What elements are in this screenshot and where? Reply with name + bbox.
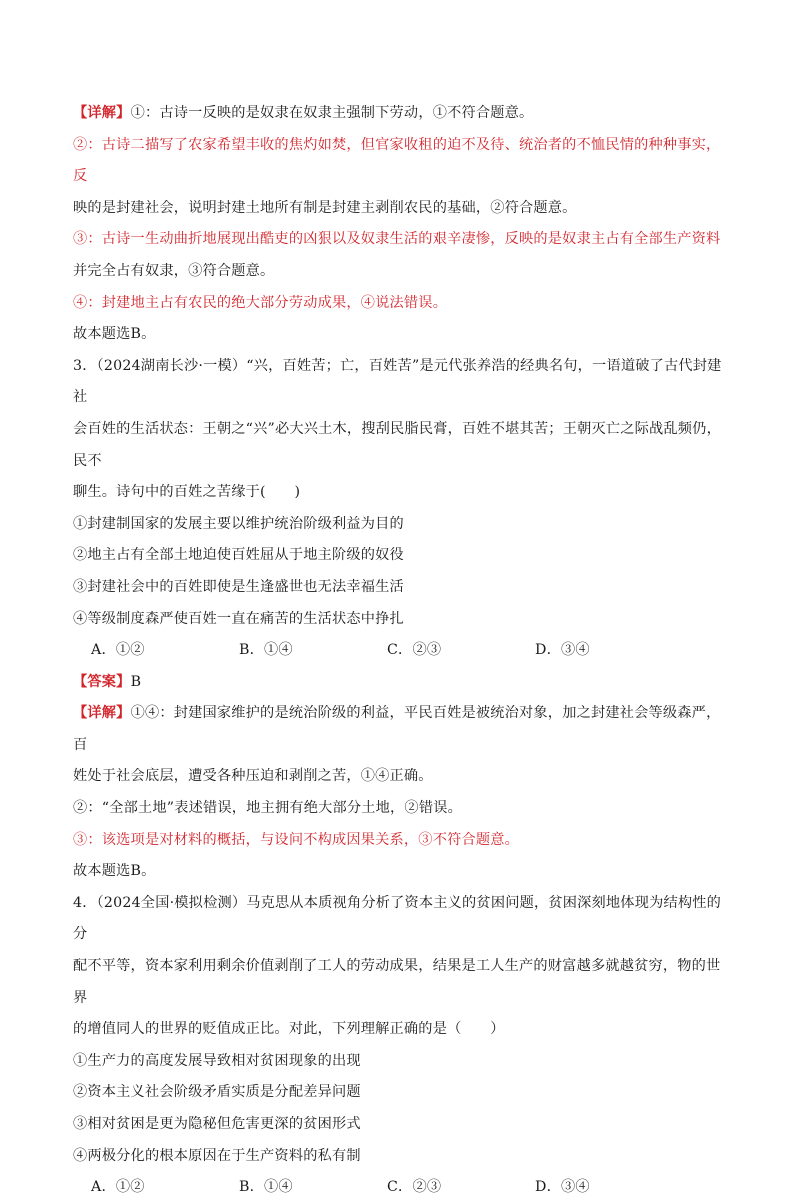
q3-statement-4: ④等级制度森严使百姓一直在痛苦的生活状态中挣扎	[73, 610, 404, 627]
q2-detail-label: 【详解】	[73, 105, 131, 121]
q4-statement-1: ①生产力的高度发展导致相对贫困现象的出现	[73, 1052, 361, 1069]
q4-statement-3: ③相对贫困是更为隐秘但危害更深的贫困形式	[73, 1116, 361, 1132]
q3-statement-3: ③封建社会中的百姓即使是生逢盛世也无法幸福生活	[73, 578, 404, 595]
q3-option-b: B．①④	[239, 642, 293, 659]
q3-answer-value: B	[130, 673, 142, 690]
q3-statement-2: ②地主占有全部土地迫使百姓屈从于地主阶级的奴役	[73, 547, 404, 564]
q3-option-d: D．③④	[535, 642, 590, 659]
q3-detail-text-1: ①④：封建国家维护的是统治阶级的利益，平民百姓是被统治对象，加之封建社会等级森严，百	[73, 705, 721, 753]
q3-detail-line-4: ③：该选项是对材料的概括，与设问不构成因果关系，③不符合题意。	[73, 831, 520, 848]
q4-statement-2: ②资本主义社会阶级矛盾实质是分配差异问题	[73, 1084, 361, 1101]
q3-option-a: A．①②	[91, 642, 145, 659]
q2-detail-line-4: ③：古诗一生动曲折地展现出酷吏的凶狠以及奴隶生活的艰辛凄惨，反映的是奴隶主占有全部生产资料	[73, 231, 721, 248]
q2-detail-text-1: ①：古诗一反映的是奴隶在奴隶主强制下劳动，①不符合题意。	[130, 105, 534, 121]
q3-detail-line-1	[73, 698, 723, 761]
q3-detail-label: 【详解】	[73, 705, 131, 722]
q2-detail-line-3: 映的是封建社会，说明封建土地所有制是封建主剥削农民的基础，②符合题意。	[73, 199, 577, 216]
q2-conclusion: 故本题选B。	[73, 326, 156, 343]
q3-option-c: C．②③	[387, 642, 442, 659]
q4-option-b: B．①④	[239, 1179, 293, 1196]
q3-detail-line-2: 姓处于社会底层，遭受各种压迫和剥削之苦，①④正确。	[73, 768, 433, 785]
q2-detail-line-2: ②：古诗二描写了农家希望丰收的焦灼如焚，但官家收租的迫不及待、统治者的不恤民情的种种事实，反	[73, 136, 721, 185]
q4-stem-line-2: 配不平等，资本家利用剩余价值剥削了工人的劳动成果，结果是工人生产的财富越多就越贫穷，物的世界	[73, 958, 721, 1006]
q3-detail-line-3: ②：“全部土地”表述错误，地主拥有绝大部分土地，②错误。	[73, 800, 462, 817]
q2-detail-line-6: ④：封建地主占有农民的绝大部分劳动成果，④说法错误。	[73, 294, 448, 311]
q4-stem-line-1: 4．（2024全国·模拟检测）马克思从本质视角分析了资本主义的贫困问题，贫困深刻地体现为结构性的分	[73, 894, 722, 943]
q3-answer-label: 【答案】	[73, 673, 131, 690]
q3-stem-line-2: 会百姓的生活状态：王朝之“兴”必大兴土木，搜刮民脂民膏，百姓不堪其苦；王朝灭亡之际战乱频仍，民不	[73, 420, 721, 469]
document-body	[73, 98, 723, 1204]
q4-option-c: C．②③	[387, 1179, 442, 1196]
q2-detail-line-5: 并完全占有奴隶，③符合题意。	[73, 262, 275, 279]
q3-stem-line-3: 聊生。诗句中的百姓之苦缘于( )	[73, 484, 301, 501]
q4-option-a: A．①②	[91, 1179, 145, 1196]
q4-statement-4: ④两极分化的根本原因在于生产资料的私有制	[73, 1147, 361, 1164]
q3-answer	[73, 667, 723, 699]
q3-stem-line-1: 3．（2024湖南长沙·一模）“兴，百姓苦；亡，百姓苦”是元代张养浩的经典名句，一语道破了古代封建社	[73, 357, 722, 406]
q3-conclusion: 故本题选B。	[73, 863, 156, 880]
q4-stem-line-3: 的增值同人的世界的贬值成正比。对此，下列理解正确的是（ ）	[73, 1021, 505, 1038]
q4-options	[73, 1172, 723, 1204]
q3-statement-1: ①封建制国家的发展主要以维护统治阶级利益为目的	[73, 515, 404, 532]
q3-options	[73, 635, 723, 667]
q4-option-d: D．③④	[535, 1179, 590, 1196]
q2-detail-line-1	[73, 98, 723, 130]
